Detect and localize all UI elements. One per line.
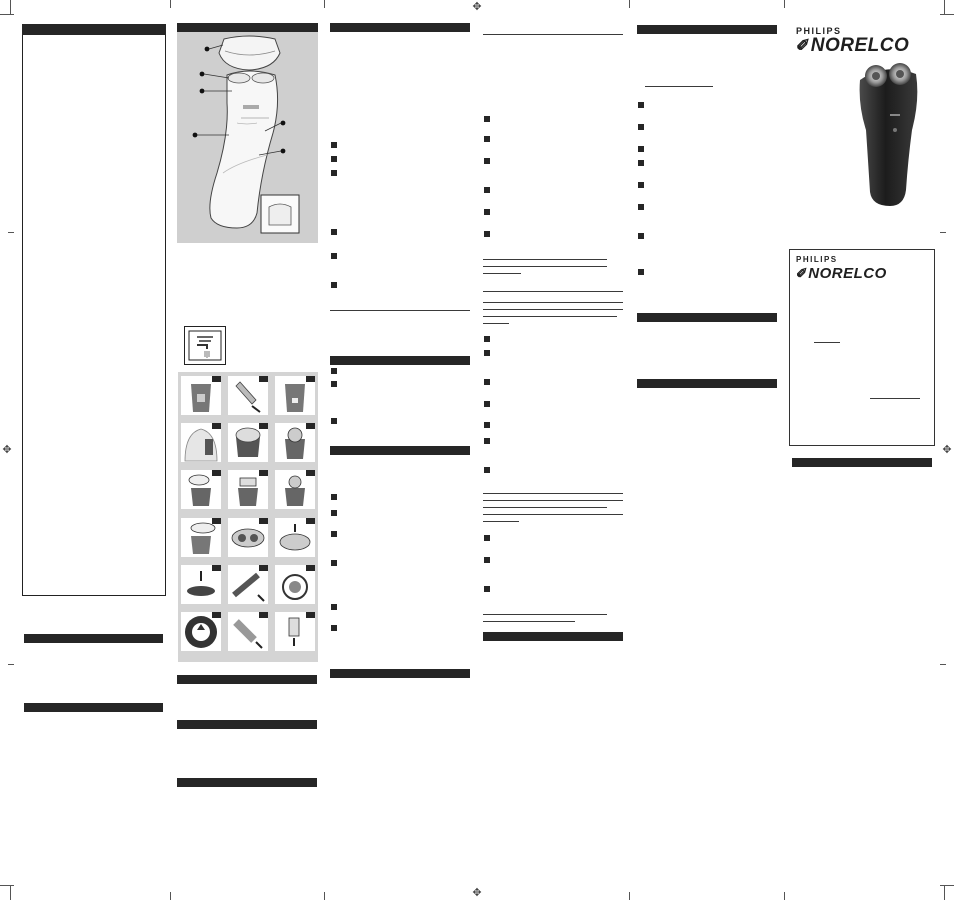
crop-mark	[629, 0, 630, 8]
registration-mark-icon: ✥	[942, 444, 952, 456]
crop-mark	[8, 664, 14, 665]
norelco-swoosh-icon: ✐	[796, 36, 811, 55]
step-illustration-grid	[178, 372, 318, 662]
philips-wordmark: PHILIPS	[796, 26, 842, 36]
underline	[483, 291, 623, 292]
column-1-section-bar-1	[24, 634, 163, 643]
registration-mark-icon: ✥	[472, 1, 482, 13]
underline	[645, 86, 713, 87]
step-12	[275, 518, 315, 557]
shaver-line-drawing	[177, 23, 318, 243]
bullet	[484, 586, 490, 592]
step-11	[228, 518, 268, 557]
underline	[483, 493, 623, 494]
crop-mark	[784, 0, 785, 8]
bullet	[484, 467, 490, 473]
panel-underline-2	[870, 398, 920, 399]
cover-brand-logo	[796, 26, 909, 56]
crop-mark	[940, 14, 954, 15]
underline	[483, 323, 509, 324]
column-3-section-bar-4	[330, 669, 470, 678]
bullet	[331, 494, 337, 500]
registration-mark-icon: ✥	[2, 444, 12, 456]
column-1-frame	[22, 24, 166, 596]
bullet	[331, 156, 337, 162]
crop-mark	[324, 0, 325, 8]
bullet	[638, 102, 644, 108]
crop-mark	[170, 0, 171, 8]
step-4	[181, 423, 221, 462]
panel-norelco-swoosh-icon: ✐	[796, 265, 809, 281]
column-3-section-bar-3	[330, 446, 470, 455]
divider	[330, 310, 470, 311]
bullet	[484, 422, 490, 428]
crop-mark	[784, 892, 785, 900]
bullet	[331, 170, 337, 176]
step-3	[275, 376, 315, 415]
crop-mark	[944, 886, 945, 900]
crop-mark	[629, 892, 630, 900]
crop-mark	[0, 885, 14, 886]
crop-mark	[324, 892, 325, 900]
bullet	[331, 381, 337, 387]
column-6-section-bar	[792, 458, 932, 467]
step-8	[228, 470, 268, 509]
bullet	[484, 158, 490, 164]
step-17	[228, 612, 268, 651]
step-6	[275, 423, 315, 462]
product-illustration	[177, 23, 318, 243]
crop-mark	[8, 232, 14, 233]
underline	[483, 309, 623, 310]
underline	[483, 302, 623, 303]
column-3-header-bar	[330, 23, 470, 32]
column-2-section-bar-2	[177, 720, 317, 729]
norelco-wordmark: ✐NORELCO	[796, 35, 910, 56]
bullet	[331, 142, 337, 148]
bullet	[638, 124, 644, 130]
column-2-section-bar-3	[177, 778, 317, 787]
underline	[483, 521, 519, 522]
underline	[483, 500, 623, 501]
bullet	[484, 116, 490, 122]
bullet	[331, 604, 337, 610]
column-4-section-bar	[483, 632, 623, 641]
underline	[483, 266, 607, 267]
bullet	[484, 231, 490, 237]
panel-underline-1	[814, 342, 840, 343]
divider	[483, 34, 623, 35]
bullet	[484, 438, 490, 444]
cover-info-panel	[789, 249, 935, 446]
bullet	[638, 160, 644, 166]
column-5-section-bar-3	[637, 379, 777, 388]
bullet	[484, 350, 490, 356]
bullet	[484, 535, 490, 541]
step-2	[228, 376, 268, 415]
shaver-product-photo	[850, 60, 924, 210]
crop-mark	[940, 232, 946, 233]
bullet	[331, 253, 337, 259]
bullet	[331, 625, 337, 631]
step-recycle	[181, 612, 221, 651]
bullet	[484, 557, 490, 563]
bullet	[638, 182, 644, 188]
step-15	[275, 565, 315, 604]
bullet	[638, 204, 644, 210]
bullet	[331, 229, 337, 235]
bullet	[484, 136, 490, 142]
bullet	[638, 146, 644, 152]
crop-mark	[10, 0, 11, 14]
crop-mark	[170, 892, 171, 900]
step-18	[275, 612, 315, 651]
step-13	[181, 565, 221, 604]
crop-mark	[0, 14, 14, 15]
crop-mark	[944, 0, 945, 14]
crop-mark	[940, 664, 946, 665]
column-1-section-bar-2	[24, 703, 163, 712]
panel-brand-logo	[796, 255, 887, 282]
underline	[483, 614, 607, 615]
step-5	[228, 423, 268, 462]
underline	[483, 514, 623, 515]
bullet	[331, 510, 337, 516]
column-5-section-bar-2	[637, 313, 777, 322]
bullet	[331, 560, 337, 566]
bullet	[331, 418, 337, 424]
bullet	[484, 209, 490, 215]
crop-mark	[10, 886, 11, 900]
bullet	[484, 336, 490, 342]
bullet	[484, 187, 490, 193]
step-9	[275, 470, 315, 509]
bullet	[331, 282, 337, 288]
underline	[483, 259, 607, 260]
column-5-header-bar	[637, 25, 777, 34]
step-14	[228, 565, 268, 604]
panel-norelco-wordmark: ✐NORELCO	[796, 265, 887, 282]
crop-mark	[940, 885, 954, 886]
bullet	[638, 269, 644, 275]
underline	[483, 273, 521, 274]
underline	[483, 507, 607, 508]
bullet	[484, 401, 490, 407]
washable-symbol	[184, 326, 226, 365]
bullet	[331, 368, 337, 374]
column-1-header-bar	[22, 24, 166, 35]
panel-philips-wordmark: PHILIPS	[796, 255, 838, 264]
bullet	[331, 531, 337, 537]
tap-water-icon	[185, 327, 225, 364]
bullet	[484, 379, 490, 385]
step-7	[181, 470, 221, 509]
column-3-section-bar-2	[330, 356, 470, 365]
step-1	[181, 376, 221, 415]
column-2-section-bar-1	[177, 675, 317, 684]
bullet	[638, 233, 644, 239]
registration-mark-icon: ✥	[472, 887, 482, 899]
step-10	[181, 518, 221, 557]
underline	[483, 316, 617, 317]
underline	[483, 621, 575, 622]
